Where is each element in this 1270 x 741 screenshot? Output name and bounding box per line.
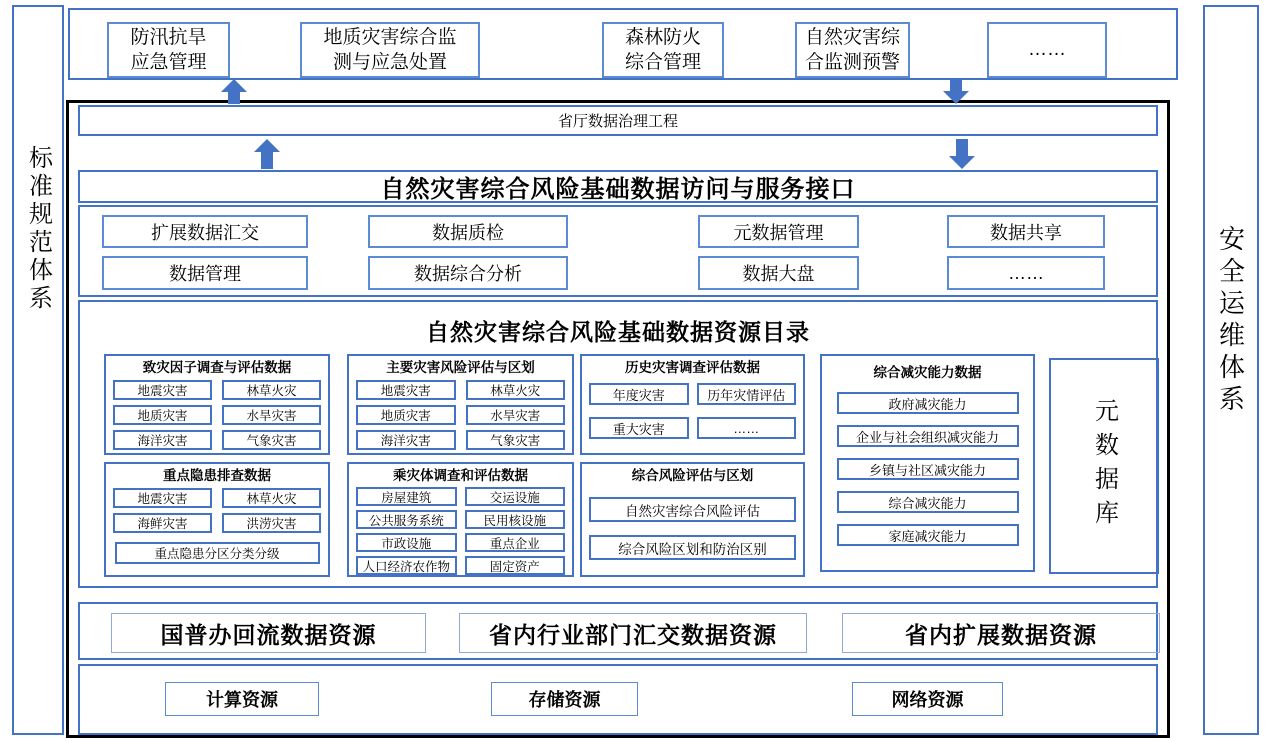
catalog-column-4 [820,354,1035,572]
item-box: 海鲜灾害 [113,513,212,533]
group-disaster-bearing-body [347,462,574,577]
item-box: 海洋灾害 [356,430,456,450]
item-box: 重点企业 [465,533,566,552]
item-box: 水旱灾害 [222,405,321,425]
infrastructure-box-storage: 存储资源 [491,682,638,716]
arrow-stem [261,152,273,169]
app-box-ellipsis [987,22,1107,78]
group-mitigation-capacity [820,354,1035,572]
standards-system-bar [12,5,64,735]
governance-label: 省厅数据治理工程 [557,113,678,130]
standards-system-label: 标准规范体系 [24,145,52,313]
function-box-extended-data-submission: 扩展数据汇交 [102,215,308,248]
catalog-title: 自然灾害综合风险基础数据资源目录 [426,319,810,345]
security-ops-system-bar [1203,5,1259,735]
metadata-db-box [1049,358,1159,574]
infrastructure-box-compute: 计算资源 [165,682,319,716]
up-arrow-icon [254,139,280,169]
infrastructure-box-network: 网络资源 [852,682,1003,716]
arrow-head [221,79,247,92]
item-box: 气象灾害 [222,430,321,450]
group-title: 主要灾害风险评估与区划 [386,360,535,375]
item-box: 固定资产 [465,556,566,575]
item-box: 林草火灾 [222,380,321,400]
group-historical-disaster [580,354,805,455]
app-label: …… [1028,39,1066,61]
catalog-column-5 [1049,354,1159,574]
group-items [589,383,796,439]
item-box: 房屋建筑 [356,487,457,506]
group-comprehensive-risk [580,462,805,577]
arrow-head [943,91,969,104]
app-label: 地质灾害综合监测与应急处置 [323,26,457,73]
app-box-monitor-warning [795,22,910,78]
item-box: 历年灾情评估 [697,383,797,405]
group-items [113,488,321,533]
down-arrow-icon [949,139,975,169]
function-box-data-analysis: 数据综合分析 [368,256,568,290]
item-box: 林草火灾 [222,488,321,508]
app-label: 森林防火综合管理 [624,26,701,73]
item-box: 市政设施 [356,533,457,552]
function-box-data-dashboard: 数据大盘 [698,256,859,290]
function-box-data-quality-check: 数据质检 [368,215,568,248]
arrow-stem [956,139,968,156]
resource-catalog [78,300,1158,588]
data-source-box-provincial-submission: 省内行业部门汇交数据资源 [459,613,807,653]
provincial-data-governance-bar [78,105,1158,136]
item-box: 地震灾害 [113,488,212,508]
item-box: 地震灾害 [356,380,456,400]
item-box: 交运设施 [465,487,566,506]
item-box: 民用核设施 [465,510,566,529]
catalog-column-3 [580,354,805,577]
external-apps-row [68,8,1178,80]
function-box-data-sharing: 数据共享 [947,215,1105,248]
function-box-data-management: 数据管理 [102,256,308,290]
arrow-stem [950,79,962,91]
item-box: 地震灾害 [113,380,212,400]
group-items [356,487,565,575]
catalog-groups [80,354,1156,584]
group-title: 历史灾害调查评估数据 [625,360,760,375]
arrow-head [949,156,975,169]
item-box: 政府减灾能力 [837,392,1019,414]
data-source-box-provincial-extended: 省内扩展数据资源 [842,613,1160,653]
item-box: 地质灾害 [356,405,456,425]
group-title: 乘灾体调查和评估数据 [393,468,528,483]
group-title: 综合减灾能力数据 [873,365,982,380]
item-box: 地质灾害 [113,405,212,425]
catalog-column-2 [347,354,574,577]
down-arrow-icon [943,79,969,104]
item-box: 人口经济农作物 [356,556,457,575]
group-items [113,380,321,450]
function-grid [78,205,1158,297]
item-box: 重大灾害 [589,417,689,439]
data-sources-row [78,602,1158,660]
item-box: 综合减灾能力 [837,491,1019,513]
item-box: 公共服务系统 [356,510,457,529]
item-box: …… [697,417,797,439]
app-box-geo-disaster [300,22,480,78]
item-box: 综合风险区划和防治区别 [589,535,796,560]
item-box: 林草火灾 [466,380,566,400]
item-box: 海洋灾害 [113,430,212,450]
data-source-box-national: 国普办回流数据资源 [111,613,426,653]
item-box: 重点隐患分区分类分级 [115,542,320,564]
app-label: 防汛抗旱应急管理 [130,26,207,73]
group-title: 重点隐患排查数据 [163,468,271,483]
app-box-flood-drought [107,22,230,78]
item-box: 自然灾害综合风险评估 [589,497,796,522]
arrow-head [254,139,280,152]
group-title: 综合风险评估与区划 [631,468,754,483]
platform-frame [66,100,1170,738]
arrow-stem [228,92,240,104]
item-box: 气象灾害 [466,430,566,450]
item-box: 家庭减灾能力 [837,524,1019,546]
group-major-disaster-risk [347,354,574,455]
function-box-ellipsis: …… [947,256,1105,290]
group-items [356,380,565,450]
catalog-column-1 [104,354,330,577]
item-box: 乡镇与社区减灾能力 [837,458,1019,480]
app-box-forest-fire [602,22,724,78]
infrastructure-row [78,664,1158,735]
interface-label: 自然灾害综合风险基础数据访问与服务接口 [380,176,856,203]
group-key-hazard-screening [104,462,330,577]
group-hazard-factor-survey [104,354,330,455]
metadata-db-label: 元数据库 [1090,398,1118,534]
group-title: 致灾因子调查与评估数据 [142,360,292,375]
app-label: 自然灾害综合监测预警 [804,26,900,73]
function-box-metadata-management: 元数据管理 [698,215,859,248]
up-arrow-icon [221,79,247,104]
item-box: 年度灾害 [589,383,689,405]
item-box: 水旱灾害 [466,405,566,425]
security-ops-system-label: 安全运维体系 [1215,225,1246,417]
data-access-interface-bar [78,170,1158,203]
item-box: 企业与社会组织减灾能力 [837,425,1019,447]
item-box: 洪涝灾害 [222,513,321,533]
